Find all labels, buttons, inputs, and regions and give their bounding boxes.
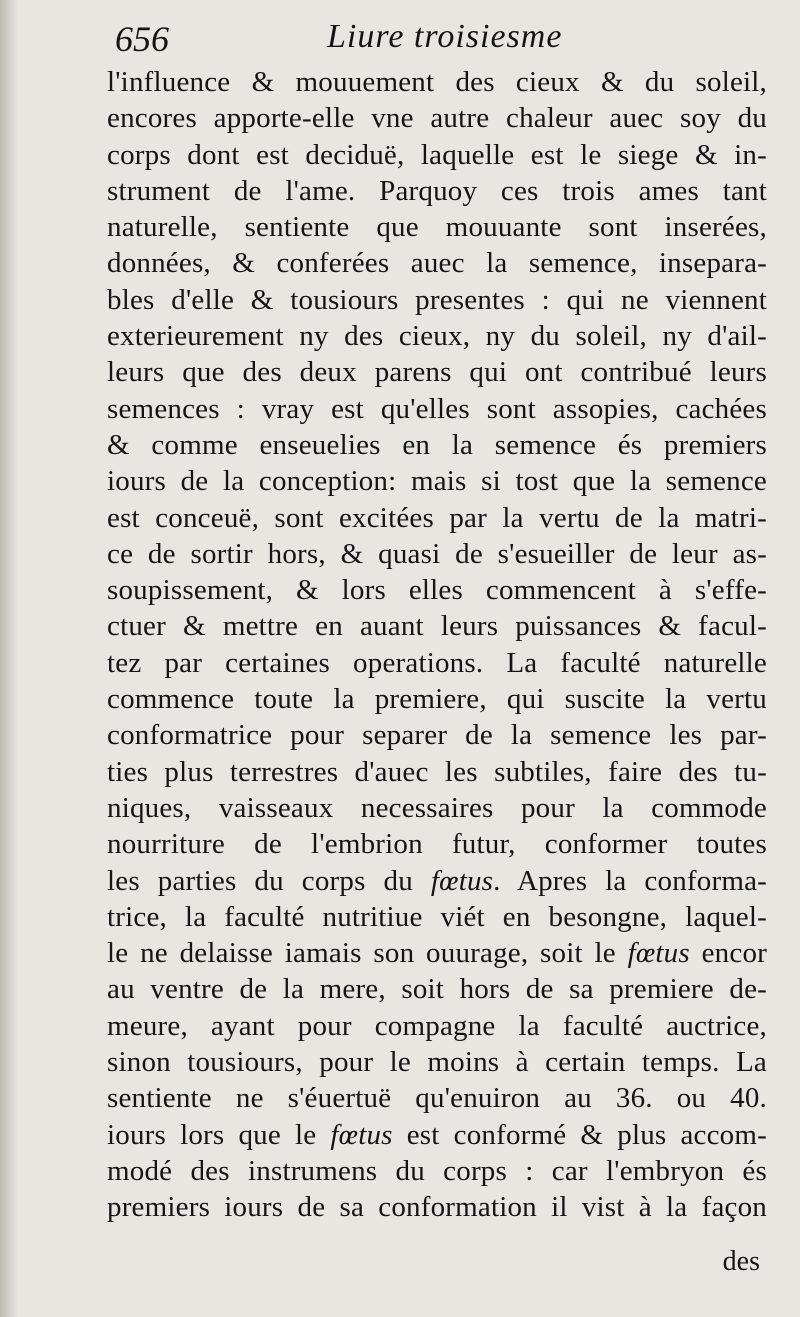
page-header	[115, 12, 775, 60]
text-line: & comme enseuelies en la semence és premiers	[107, 428, 767, 461]
text-line: au ventre de la mere, soit hors de sa premiere de-	[107, 973, 767, 1006]
text-segment: est conformé & plus accom-	[392, 1118, 767, 1151]
text-line: ce de sortir hors, & quasi de s'esueiller de leur as-	[107, 537, 767, 570]
text-line	[107, 1117, 767, 1153]
text-line: sentiente ne s'éuertuë qu'enuiron au 36. ou 40.	[107, 1082, 767, 1115]
text-line: tez par certaines operations. La faculté naturelle	[107, 646, 767, 679]
text-segment: . Apres la conforma-	[493, 864, 767, 897]
text-line: premiers iours de sa conformation il vist à la façon	[107, 1191, 767, 1224]
gutter-shadow	[0, 0, 18, 1317]
text-segment: encor	[689, 937, 768, 970]
text-segment: les parties du corps du	[107, 864, 413, 897]
page-number: 656	[115, 19, 169, 59]
text-line: semences : vray est qu'elles sont assopies, cachées	[107, 392, 767, 425]
text-line: nourriture de l'embrion futur, conformer toutes	[107, 828, 767, 861]
text-segment: le ne delaisse iamais son ouurage, soit le	[107, 937, 616, 970]
text-line: ties plus terrestres d'auec les subtiles, faire des tu-	[107, 755, 767, 788]
text-line: encores apporte-elle vne autre chaleur auec soy du	[107, 102, 767, 135]
italic-word: fœtus	[627, 937, 690, 970]
text-line	[107, 935, 767, 971]
text-line: meure, ayant pour compagne la faculté auctrice,	[107, 1009, 767, 1042]
text-line: ctuer & mettre en auant leurs puissances & facul-	[107, 610, 767, 643]
text-line: l'influence & mouuement des cieux & du soleil,	[107, 66, 767, 98]
italic-word: fœtus	[430, 864, 494, 897]
text-line: corps dont est deciduë, laquelle est le siege & in-	[107, 138, 767, 171]
text-line: soupissement, & lors elles commencent à s'effe-	[107, 574, 767, 607]
text-line: exterieurement ny des cieux, ny du soleil, ny d'ail-	[107, 320, 767, 353]
text-line: sinon tousiours, pour le moins à certain temps. La	[107, 1046, 767, 1079]
text-line	[107, 863, 767, 899]
text-segment: iours lors que le	[107, 1118, 317, 1151]
text-line: commence toute la premiere, qui suscite la vertu	[107, 683, 767, 716]
text-line: trice, la faculté nutritiue viét en besongne, laquel-	[107, 900, 767, 933]
text-line: naturelle, sentiente que mouuante sont inserées,	[107, 211, 767, 244]
running-title: Liure troisiesme	[327, 18, 563, 55]
text-line: données, & conferées auec la semence, insepara-	[107, 247, 767, 280]
text-line: modé des instrumens du corps : car l'embryon és	[107, 1154, 767, 1187]
text-line: iours de la conception: mais si tost que la semence	[107, 465, 767, 498]
text-line: strument de l'ame. Parquoy ces trois ames tant	[107, 174, 767, 207]
catchword: des	[722, 1246, 760, 1277]
italic-word: fœtus	[330, 1118, 393, 1151]
body-text	[107, 64, 767, 1226]
text-line: bles d'elle & tousiours presentes : qui ne viennent	[107, 283, 767, 316]
text-line: leurs que des deux parens qui ont contribué leurs	[107, 356, 767, 389]
text-line: conformatrice pour separer de la semence les par-	[107, 719, 767, 752]
text-line: niques, vaisseaux necessaires pour la commode	[107, 791, 767, 824]
text-line: est conceuë, sont excitées par la vertu de la matri-	[107, 501, 767, 534]
